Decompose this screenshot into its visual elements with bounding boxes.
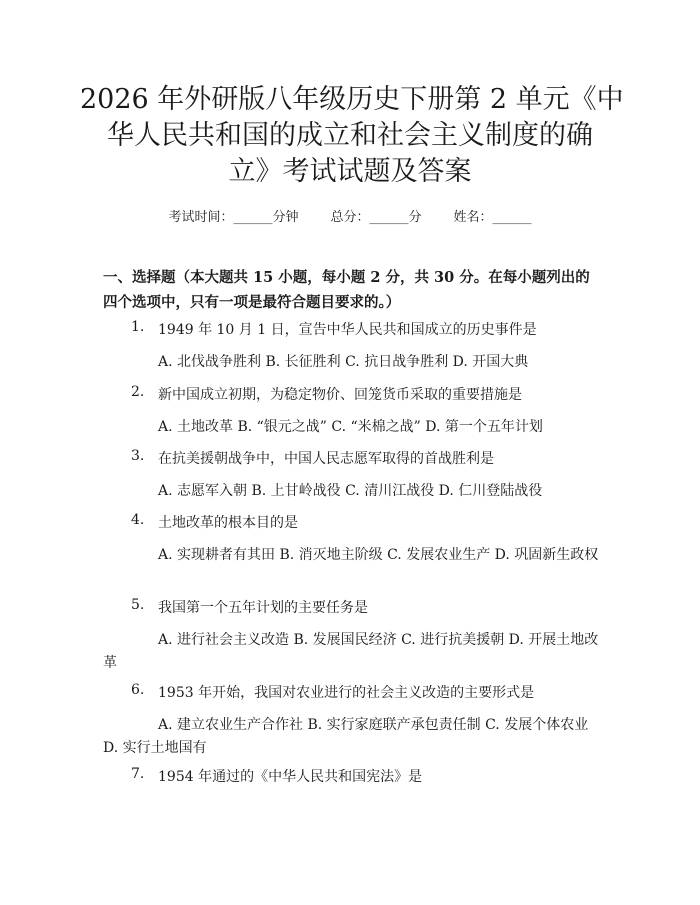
exam-name: 姓名：______ [453,210,532,225]
question-number: 7. [131,766,145,782]
question-number: 5. [131,597,145,613]
section-heading: 一、选择题（本大题共 15 小题，每小题 2 分，共 30 分。在每小题列出的四个选项中，只有一项是最符合题目要求的。） [103,269,590,311]
question-stem: 土地改革的根本目的是 [158,515,298,531]
question-options: A. 进行社会主义改造 B. 发展国民经济 C. 进行抗美援朝 D. 开展土地改革 [103,632,599,671]
exam-total-score: 总分：______分 [330,210,422,225]
question-stem: 在抗美援朝战争中，中国人民志愿军取得的首战胜利是 [158,451,494,467]
title-line-3: 立》考试试题及答案 [228,156,472,187]
title-line-1: 2026 年外研版八年级历史下册第 2 单元《中 [80,84,624,115]
question-number: 1. [131,319,145,335]
question-options: A. 北伐战争胜利 B. 长征胜利 C. 抗日战争胜利 D. 开国大典 [158,354,529,370]
exam-meta [0,206,700,225]
title-line-2: 华人民共和国的成立和社会主义制度的确 [107,120,593,151]
question-stem: 我国第一个五年计划的主要任务是 [158,600,368,616]
exam-time: 考试时间：______分钟 [168,210,299,225]
question-stem: 新中国成立初期，为稳定物价、回笼货币采取的重要措施是 [158,387,522,403]
question-stem: 1953 年开始，我国对农业进行的社会主义改造的主要形式是 [158,685,535,701]
question-number: 2. [131,384,145,400]
exam-title [80,82,624,190]
question-number: 3. [131,448,145,464]
question-options: A. 建立农业生产合作社 B. 实行家庭联产承包责任制 C. 发展个体农业 D. 实行土地国有 [103,717,589,756]
question-number: 6. [131,682,145,698]
question-stem: 1954 年通过的《中华人民共和国宪法》是 [158,769,423,785]
question-options: A. 志愿军入朝 B. 上甘岭战役 C. 清川江战役 D. 仁川登陆战役 [158,483,543,499]
question-options: A. 土地改革 B. “银元之战” C. “米棉之战” D. 第一个五年计划 [158,419,543,435]
question-options: A. 实现耕者有其田 B. 消灭地主阶级 C. 发展农业生产 D. 巩固新生政权 [158,547,599,563]
question-stem: 1949 年 10 月 1 日，宣告中华人民共和国成立的历史事件是 [158,322,537,338]
question-number: 4. [131,512,145,528]
